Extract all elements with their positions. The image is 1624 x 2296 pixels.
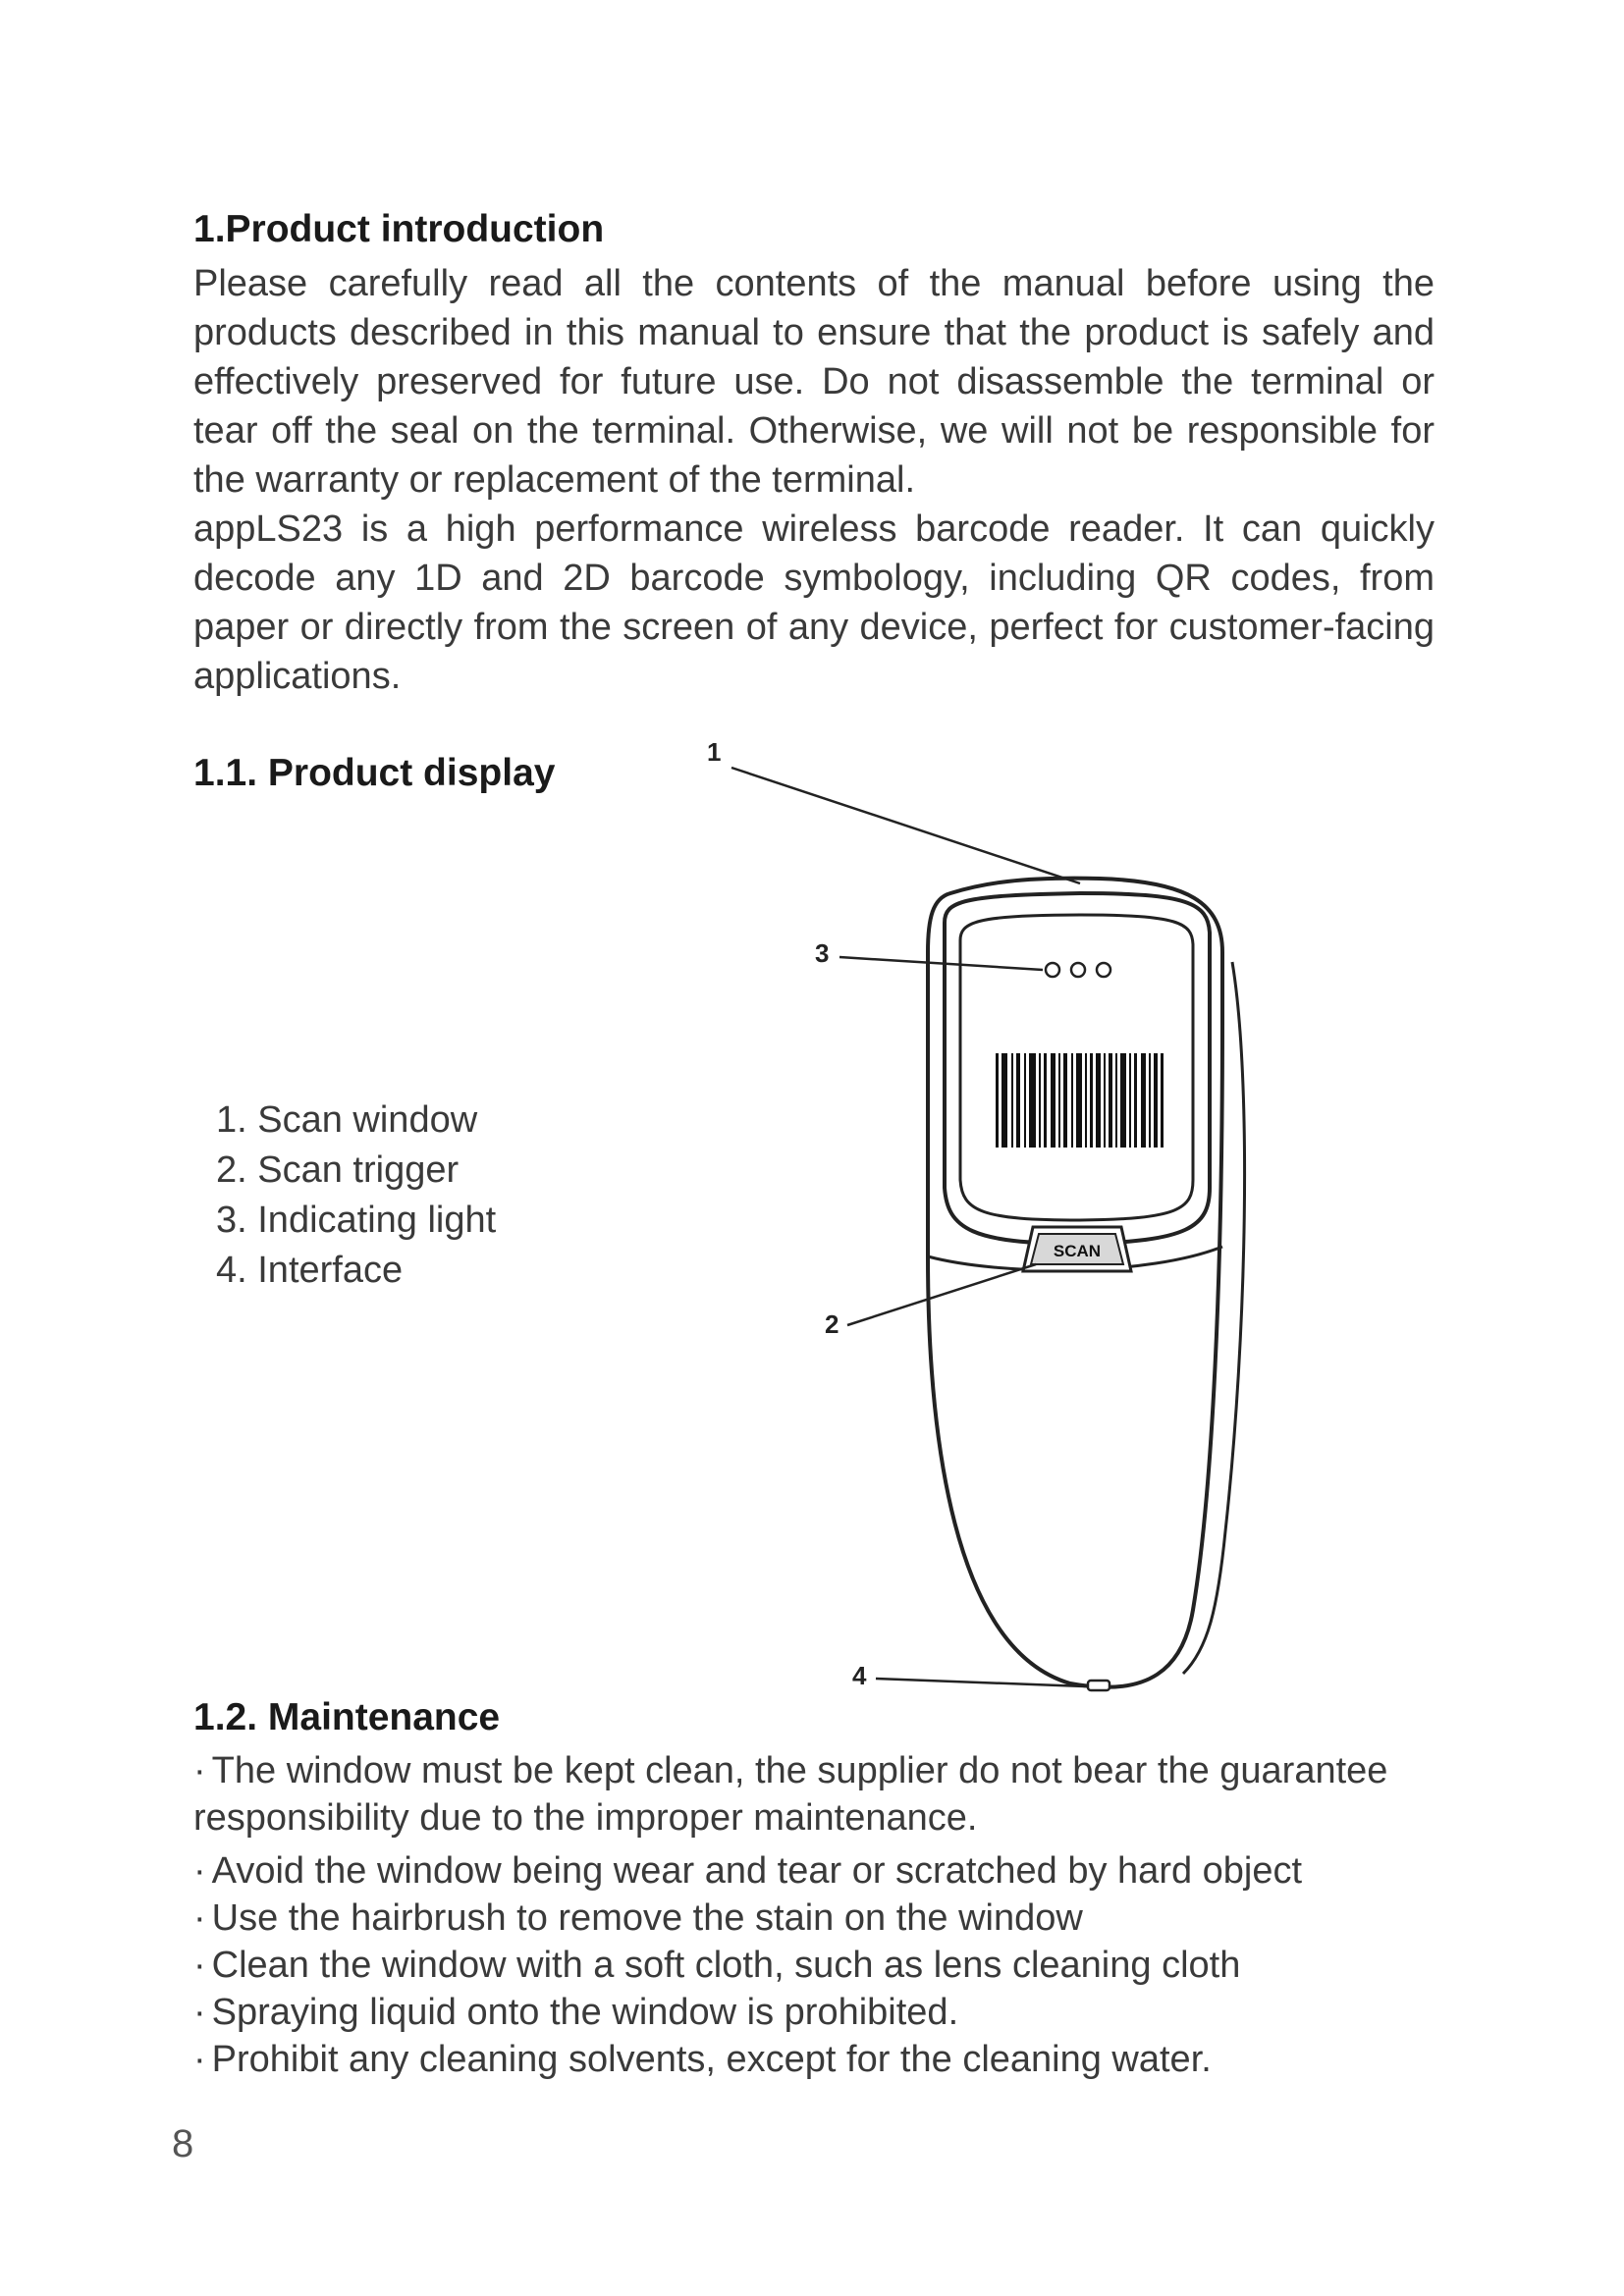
interface-port-icon [1088,1681,1110,1690]
scan-trigger-button [1023,1227,1131,1271]
bullet-dot: · [193,1897,206,1939]
maintenance-item-text: Clean the window with a soft cloth, such as lens cleaning cloth [211,1945,1241,1986]
page-number: 8 [172,2122,194,2165]
indicating-light-icon [1046,963,1110,977]
part-item-scan-window: 1. Scan window [216,1099,478,1141]
parts-list [216,1095,496,1296]
bullet-dot: · [193,2039,206,2080]
section-title-product-display: 1.1. Product display [193,752,556,794]
part-item-indicating-light: 3. Indicating light [216,1200,497,1241]
maintenance-item [193,1989,1440,2036]
maintenance-list [193,1747,1440,2083]
maintenance-item [193,2036,1440,2083]
intro-body [193,259,1435,701]
scanner-diagram [687,726,1296,1718]
maintenance-item-text: Prohibit any cleaning solvents, except for the cleaning water. [211,2039,1212,2080]
maintenance-item [193,1747,1440,1842]
part-item-scan-trigger: 2. Scan trigger [216,1149,460,1191]
callout-4: 4 [852,1661,867,1690]
callout-1: 1 [707,737,722,767]
intro-paragraph-2: appLS23 is a high performance wireless barcode reader. It can quickly decode any 1D and 2D barcode symbology, including QR codes, from paper or directly from the screen of any device, perfect for customer-facing applications. [193,508,1435,697]
scan-trigger-label: SCAN [1053,1242,1102,1260]
bullet-dot: · [193,1992,206,2033]
maintenance-item [193,1895,1440,1942]
section-title-product-introduction: 1.Product introduction [193,208,605,250]
intro-paragraph-1: Please carefully read all the contents of the manual before using the products described in this manual to ensure that the product is safely and effectively preserved for future use. Do not disassemble the terminal or tear off the seal on the terminal. Otherwise, we will not be responsible for the warranty or replacement of the terminal. [193,263,1435,501]
callout-2: 2 [825,1309,839,1339]
maintenance-item-text: The window must be kept clean, the supplier do not bear the guarantee responsibility due to the improper maintenance. [193,1750,1388,1839]
bullet-dot: · [193,1850,206,1892]
maintenance-item-text: Use the hairbrush to remove the stain on the window [211,1897,1083,1939]
section-title-maintenance: 1.2. Maintenance [193,1696,501,1738]
callout-3: 3 [815,938,830,968]
maintenance-item [193,1942,1440,1989]
part-item-interface: 4. Interface [216,1250,404,1291]
bullet-dot: · [193,1945,206,1986]
bullet-dot: · [193,1750,206,1791]
maintenance-item-text: Spraying liquid onto the window is prohibited. [211,1992,959,2033]
maintenance-item-text: Avoid the window being wear and tear or scratched by hard object [211,1850,1303,1892]
maintenance-item [193,1847,1440,1895]
